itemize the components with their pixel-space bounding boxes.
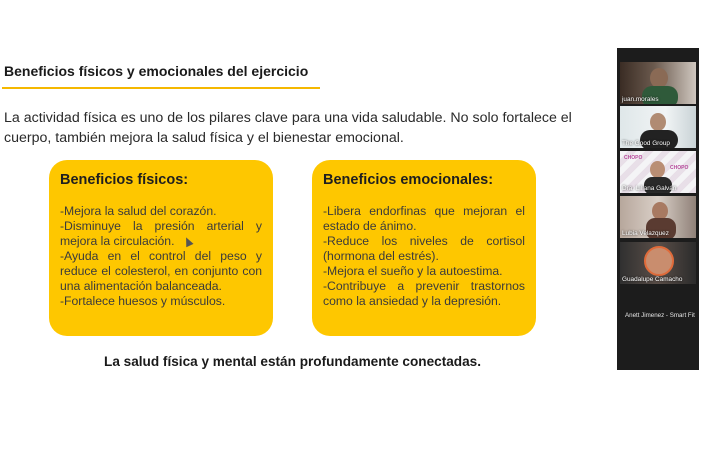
list-item: -Libera endorfinas que mejoran el estado de ánimo. bbox=[323, 204, 525, 233]
list-item: -Mejora la salud del corazón. bbox=[60, 204, 217, 218]
slide-title: Beneficios físicos y emocionales del ejercicio bbox=[4, 63, 309, 79]
participant-video-icon bbox=[650, 161, 665, 178]
participant-tile[interactable] bbox=[620, 106, 696, 148]
participant-name: Dra. Liliana Galván bbox=[622, 185, 677, 192]
title-underline bbox=[2, 87, 320, 89]
participant-video-icon bbox=[650, 68, 668, 88]
physical-benefits-title: Beneficios físicos: bbox=[60, 172, 189, 188]
participant-video-icon bbox=[650, 113, 666, 131]
list-item: -Disminuye la presión arterial y mejora la circulación. bbox=[60, 219, 262, 248]
participant-tile[interactable] bbox=[620, 62, 696, 104]
list-item: -Mejora el sueño y la autoestima. bbox=[323, 264, 503, 278]
participant-name: The Good Group bbox=[622, 140, 670, 147]
chopo-logo-icon: CHOPO bbox=[670, 165, 689, 171]
slide-intro: La actividad física es uno de los pilares clave para una vida saludable. No solo fortalece el cuerpo, también mejora la salud física y el bienestar emocional. bbox=[4, 110, 572, 146]
participant-name: Lubia Velazquez bbox=[622, 230, 669, 237]
participant-tile[interactable] bbox=[620, 288, 696, 330]
emotional-benefits-card bbox=[312, 160, 536, 336]
emotional-benefits-title: Beneficios emocionales: bbox=[323, 172, 494, 188]
participant-video-icon bbox=[644, 246, 674, 276]
physical-benefits-card bbox=[49, 160, 273, 336]
list-item: -Ayuda en el control del peso y reduce el colesterol, en conjunto con una alimentación balanceada. bbox=[60, 249, 262, 293]
participant-tile[interactable] bbox=[620, 242, 696, 284]
participant-tile[interactable] bbox=[620, 151, 696, 193]
participant-name: Guadalupe Camacho bbox=[622, 276, 683, 283]
emotional-benefits-list bbox=[323, 204, 525, 309]
participant-name: juan.morales bbox=[622, 96, 659, 103]
participant-name: Anett Jimenez - Smart Fit bbox=[625, 312, 695, 319]
participants-panel bbox=[617, 48, 699, 370]
list-item: -Fortalece huesos y músculos. bbox=[60, 294, 226, 308]
chopo-logo-icon: CHOPO bbox=[624, 155, 643, 161]
list-item: -Contribuye a prevenir trastornos como la ansiedad y la depresión. bbox=[323, 279, 525, 308]
physical-benefits-list bbox=[60, 204, 262, 309]
participant-tile[interactable] bbox=[620, 196, 696, 238]
list-item: -Reduce los niveles de cortisol (hormona del estrés). bbox=[323, 234, 525, 263]
slide-conclusion: La salud física y mental están profundamente conectadas. bbox=[104, 354, 481, 369]
